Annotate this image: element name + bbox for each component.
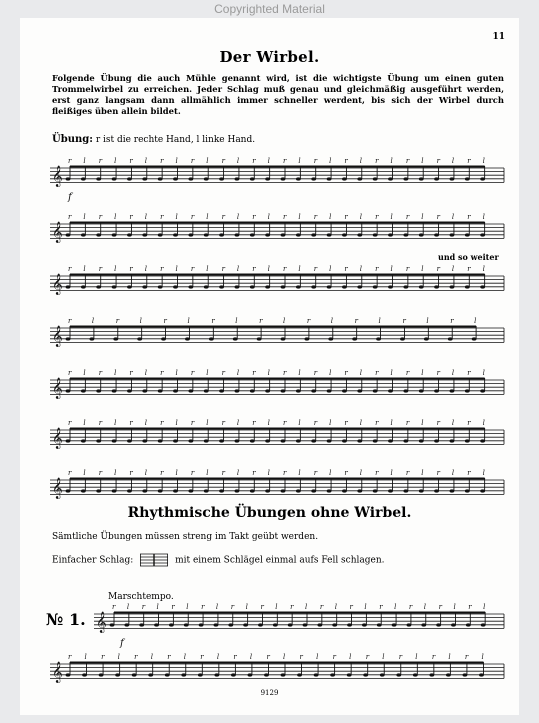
svg-text:l: l xyxy=(267,469,270,477)
svg-text:r: r xyxy=(436,419,440,427)
svg-text:r: r xyxy=(115,317,120,325)
svg-text:l: l xyxy=(483,603,486,611)
svg-text:l: l xyxy=(349,653,352,661)
svg-text:r: r xyxy=(344,469,348,477)
svg-text:l: l xyxy=(126,603,130,611)
svg-text:l: l xyxy=(482,265,485,273)
exercise-staff-6 xyxy=(50,419,504,449)
svg-text:l: l xyxy=(249,653,253,661)
svg-text:r: r xyxy=(221,157,225,165)
exercise-number: № 1. xyxy=(46,610,86,629)
svg-text:l: l xyxy=(451,419,455,427)
march-staff-1 xyxy=(94,603,504,633)
svg-text:l: l xyxy=(359,265,363,273)
svg-text:r: r xyxy=(160,369,164,377)
svg-text:l: l xyxy=(114,265,117,273)
svg-text:l: l xyxy=(451,157,455,165)
svg-text:r: r xyxy=(436,369,440,377)
exercise-text: r ist die rechte Hand, l linke Hand. xyxy=(95,135,256,145)
exercise-staff-3 xyxy=(50,265,504,295)
svg-text:l: l xyxy=(236,157,240,165)
svg-text:r: r xyxy=(402,317,406,325)
svg-text:r: r xyxy=(230,603,235,611)
svg-text:r: r xyxy=(408,603,413,611)
svg-text:l: l xyxy=(114,157,117,165)
exercise-staff-4 xyxy=(50,317,504,347)
svg-text:l: l xyxy=(215,603,219,611)
svg-text:l: l xyxy=(83,213,86,221)
svg-text:l: l xyxy=(394,603,397,611)
svg-text:r: r xyxy=(405,213,410,221)
svg-text:r: r xyxy=(163,317,167,325)
svg-text:l: l xyxy=(175,213,178,221)
svg-text:l: l xyxy=(117,653,120,661)
svg-text:r: r xyxy=(201,603,205,611)
svg-text:l: l xyxy=(390,213,393,221)
svg-text:𝄞: 𝄞 xyxy=(52,428,63,449)
svg-text:r: r xyxy=(283,419,287,427)
svg-text:l: l xyxy=(283,653,286,661)
svg-text:l: l xyxy=(421,469,424,477)
svg-text:l: l xyxy=(275,603,278,611)
svg-text:l: l xyxy=(359,369,363,377)
svg-text:r: r xyxy=(101,653,105,661)
svg-text:l: l xyxy=(150,653,153,661)
svg-text:l: l xyxy=(482,419,485,427)
svg-text:l: l xyxy=(144,213,148,221)
exercise-staff-2 xyxy=(50,213,504,243)
svg-text:r: r xyxy=(467,369,471,377)
svg-text:r: r xyxy=(252,265,256,273)
svg-text:r: r xyxy=(467,265,471,273)
svg-text:r: r xyxy=(332,653,336,661)
svg-text:l: l xyxy=(426,317,429,325)
svg-text:r: r xyxy=(398,653,403,661)
svg-text:l: l xyxy=(298,419,301,427)
svg-text:r: r xyxy=(450,317,454,325)
svg-text:r: r xyxy=(129,213,133,221)
svg-text:l: l xyxy=(83,369,86,377)
svg-text:r: r xyxy=(167,653,171,661)
svg-text:r: r xyxy=(283,369,287,377)
svg-text:r: r xyxy=(98,213,103,221)
svg-text:r: r xyxy=(467,419,471,427)
svg-text:r: r xyxy=(112,603,116,611)
svg-text:l: l xyxy=(421,213,424,221)
svg-text:r: r xyxy=(290,603,294,611)
svg-text:l: l xyxy=(364,603,367,611)
svg-text:l: l xyxy=(114,369,117,377)
svg-text:r: r xyxy=(313,265,318,273)
svg-text:l: l xyxy=(206,419,209,427)
svg-text:𝄞: 𝄞 xyxy=(52,326,63,347)
music-notation xyxy=(20,18,519,715)
svg-text:r: r xyxy=(98,419,103,427)
svg-text:r: r xyxy=(190,213,195,221)
svg-text:r: r xyxy=(98,369,103,377)
svg-text:r: r xyxy=(190,369,195,377)
svg-text:r: r xyxy=(160,213,164,221)
svg-text:l: l xyxy=(423,603,427,611)
svg-text:l: l xyxy=(421,265,424,273)
svg-text:r: r xyxy=(431,653,436,661)
exercise-staff-7 xyxy=(50,469,504,499)
svg-text:l: l xyxy=(359,469,363,477)
svg-text:r: r xyxy=(171,603,175,611)
svg-text:r: r xyxy=(221,265,225,273)
svg-text:r: r xyxy=(68,653,72,661)
svg-text:l: l xyxy=(359,213,363,221)
svg-text:l: l xyxy=(236,213,240,221)
svg-text:𝄞: 𝄞 xyxy=(96,612,107,633)
svg-text:r: r xyxy=(129,265,133,273)
svg-text:l: l xyxy=(421,369,424,377)
svg-text:r: r xyxy=(160,469,164,477)
svg-text:l: l xyxy=(390,469,393,477)
svg-text:𝄞: 𝄞 xyxy=(52,378,63,399)
svg-text:r: r xyxy=(375,369,379,377)
svg-text:l: l xyxy=(390,369,393,377)
svg-text:r: r xyxy=(313,369,318,377)
svg-text:l: l xyxy=(267,419,270,427)
svg-text:l: l xyxy=(359,419,363,427)
svg-text:r: r xyxy=(467,157,471,165)
svg-text:r: r xyxy=(319,603,324,611)
svg-text:l: l xyxy=(114,419,117,427)
svg-text:l: l xyxy=(114,213,117,221)
svg-text:r: r xyxy=(68,317,72,325)
svg-text:r: r xyxy=(438,603,442,611)
svg-text:l: l xyxy=(206,265,209,273)
svg-text:l: l xyxy=(482,369,485,377)
svg-text:r: r xyxy=(375,419,379,427)
section-note: Sämtliche Übungen müssen streng im Takt geübt werden. xyxy=(52,532,319,542)
svg-text:𝄞: 𝄞 xyxy=(52,478,63,499)
svg-text:l: l xyxy=(83,469,86,477)
svg-text:l: l xyxy=(283,317,286,325)
svg-text:r: r xyxy=(283,213,287,221)
svg-text:r: r xyxy=(233,653,237,661)
svg-text:r: r xyxy=(405,369,410,377)
svg-text:r: r xyxy=(260,603,264,611)
svg-text:l: l xyxy=(175,469,178,477)
svg-text:l: l xyxy=(114,469,117,477)
svg-text:l: l xyxy=(83,419,86,427)
svg-text:r: r xyxy=(252,157,256,165)
svg-text:𝄞: 𝄞 xyxy=(52,222,63,243)
svg-text:l: l xyxy=(329,213,332,221)
einfacher-text: mit einem Schlägel einmal aufs Fell schlagen. xyxy=(175,555,385,566)
page-title: Der Wirbel. xyxy=(219,48,320,66)
svg-text:r: r xyxy=(190,419,195,427)
svg-text:l: l xyxy=(329,265,332,273)
svg-text:r: r xyxy=(221,213,225,221)
svg-text:r: r xyxy=(160,265,164,273)
einfacher-label: Einfacher Schlag: xyxy=(52,555,134,566)
svg-text:r: r xyxy=(354,317,359,325)
svg-text:l: l xyxy=(305,603,308,611)
svg-text:l: l xyxy=(316,653,319,661)
svg-text:r: r xyxy=(129,157,133,165)
svg-text:l: l xyxy=(236,369,240,377)
svg-text:l: l xyxy=(175,419,178,427)
svg-text:l: l xyxy=(144,369,148,377)
svg-text:l: l xyxy=(390,157,393,165)
svg-text:l: l xyxy=(186,603,189,611)
svg-text:l: l xyxy=(329,469,332,477)
svg-text:r: r xyxy=(436,265,440,273)
svg-text:l: l xyxy=(334,603,337,611)
svg-text:r: r xyxy=(190,469,195,477)
svg-text:r: r xyxy=(211,317,215,325)
svg-text:r: r xyxy=(221,419,225,427)
svg-text:l: l xyxy=(175,369,178,377)
svg-text:l: l xyxy=(175,265,178,273)
svg-text:l: l xyxy=(329,419,332,427)
svg-text:l: l xyxy=(382,653,385,661)
svg-text:r: r xyxy=(299,653,303,661)
svg-text:l: l xyxy=(330,317,334,325)
tempo-marking: Marschtempo. xyxy=(108,592,174,602)
svg-text:r: r xyxy=(68,213,72,221)
svg-text:r: r xyxy=(98,469,103,477)
svg-text:l: l xyxy=(474,317,477,325)
music-page xyxy=(20,18,519,715)
svg-text:l: l xyxy=(216,653,220,661)
svg-text:l: l xyxy=(267,369,270,377)
svg-text:r: r xyxy=(344,419,348,427)
svg-text:l: l xyxy=(206,213,209,221)
svg-text:𝄞: 𝄞 xyxy=(52,166,63,187)
svg-text:l: l xyxy=(84,653,87,661)
svg-text:r: r xyxy=(344,157,348,165)
svg-text:r: r xyxy=(464,653,469,661)
dynamic-mark-2: f xyxy=(120,638,124,649)
svg-text:r: r xyxy=(68,419,72,427)
svg-text:𝄞: 𝄞 xyxy=(52,662,63,683)
continue-marking: und so weiter xyxy=(438,252,499,262)
svg-text:l: l xyxy=(390,265,393,273)
svg-text:l: l xyxy=(144,157,148,165)
svg-text:l: l xyxy=(482,213,485,221)
svg-text:r: r xyxy=(68,265,72,273)
svg-text:l: l xyxy=(206,369,209,377)
svg-text:r: r xyxy=(252,469,256,477)
svg-text:l: l xyxy=(175,157,178,165)
section-title: Rhythmische Übungen ohne Wirbel. xyxy=(127,505,412,521)
svg-text:l: l xyxy=(236,265,240,273)
svg-text:l: l xyxy=(421,157,424,165)
svg-text:l: l xyxy=(453,603,456,611)
svg-text:l: l xyxy=(156,603,159,611)
svg-text:r: r xyxy=(129,469,133,477)
svg-text:r: r xyxy=(190,157,195,165)
svg-text:l: l xyxy=(187,317,190,325)
svg-text:r: r xyxy=(252,213,256,221)
svg-text:r: r xyxy=(252,369,256,377)
svg-text:r: r xyxy=(313,213,318,221)
svg-text:r: r xyxy=(283,265,287,273)
svg-text:r: r xyxy=(436,157,440,165)
svg-text:r: r xyxy=(134,653,138,661)
svg-text:r: r xyxy=(344,265,348,273)
svg-text:r: r xyxy=(375,469,379,477)
svg-text:l: l xyxy=(390,419,393,427)
dynamic-mark: f xyxy=(68,192,72,203)
svg-text:l: l xyxy=(236,419,240,427)
svg-text:l: l xyxy=(482,157,485,165)
svg-text:l: l xyxy=(144,469,148,477)
svg-text:l: l xyxy=(451,469,455,477)
svg-text:r: r xyxy=(313,419,318,427)
svg-text:l: l xyxy=(206,469,209,477)
svg-text:l: l xyxy=(298,265,301,273)
svg-text:r: r xyxy=(375,213,379,221)
svg-text:r: r xyxy=(98,265,103,273)
svg-text:r: r xyxy=(349,603,353,611)
march-staff-2 xyxy=(50,653,504,683)
svg-text:r: r xyxy=(160,157,164,165)
svg-text:r: r xyxy=(365,653,370,661)
svg-text:r: r xyxy=(344,213,348,221)
intro-paragraph: Folgende Übung die auch Mühle genannt wird, ist die wichtigste Übung um einen guten Trommelwirbel zu erreichen. Jeder Schlag muß genau und gleichmäßig ausgeführt werden, erst ganz langsam dann allmählich immer schneller werdent, bis sich der Wirbel durch fleißiges üben allein bildet. xyxy=(52,73,504,116)
svg-text:r: r xyxy=(283,157,287,165)
svg-text:r: r xyxy=(221,469,225,477)
svg-text:l: l xyxy=(329,157,332,165)
copyright-watermark: Copyrighted Material xyxy=(214,2,325,16)
exercise-staff-1 xyxy=(50,157,504,187)
svg-text:r: r xyxy=(160,419,164,427)
svg-text:r: r xyxy=(221,369,225,377)
svg-text:l: l xyxy=(144,265,148,273)
svg-text:l: l xyxy=(83,157,86,165)
svg-text:r: r xyxy=(405,419,410,427)
svg-text:r: r xyxy=(129,419,133,427)
plate-number: 9129 xyxy=(260,689,279,697)
svg-text:l: l xyxy=(451,369,455,377)
svg-text:l: l xyxy=(298,213,301,221)
svg-text:l: l xyxy=(235,317,238,325)
svg-text:r: r xyxy=(68,157,72,165)
svg-text:l: l xyxy=(482,469,485,477)
svg-text:r: r xyxy=(405,157,410,165)
svg-text:r: r xyxy=(306,317,311,325)
svg-text:l: l xyxy=(298,157,301,165)
svg-text:𝄞: 𝄞 xyxy=(52,274,63,295)
svg-text:r: r xyxy=(141,603,146,611)
svg-text:l: l xyxy=(298,369,301,377)
svg-text:r: r xyxy=(405,469,410,477)
svg-text:r: r xyxy=(129,369,133,377)
svg-text:r: r xyxy=(68,369,72,377)
svg-text:l: l xyxy=(481,653,484,661)
svg-text:l: l xyxy=(139,317,142,325)
svg-text:l: l xyxy=(359,157,363,165)
svg-text:r: r xyxy=(313,157,318,165)
svg-text:r: r xyxy=(379,603,383,611)
svg-text:r: r xyxy=(467,213,471,221)
svg-text:l: l xyxy=(183,653,187,661)
page-number: 11 xyxy=(492,32,505,42)
svg-text:l: l xyxy=(236,469,240,477)
svg-text:l: l xyxy=(421,419,424,427)
svg-text:r: r xyxy=(405,265,410,273)
svg-text:l: l xyxy=(267,265,270,273)
svg-text:l: l xyxy=(415,653,418,661)
svg-text:r: r xyxy=(467,469,471,477)
svg-text:r: r xyxy=(68,469,72,477)
exercise-label: Übung: xyxy=(52,134,93,145)
svg-text:r: r xyxy=(266,653,270,661)
svg-text:l: l xyxy=(206,157,209,165)
svg-text:l: l xyxy=(83,265,86,273)
svg-text:r: r xyxy=(259,317,263,325)
svg-text:r: r xyxy=(98,157,103,165)
svg-text:l: l xyxy=(245,603,248,611)
svg-text:l: l xyxy=(451,265,455,273)
svg-text:r: r xyxy=(436,469,440,477)
svg-text:l: l xyxy=(378,317,381,325)
svg-text:r: r xyxy=(375,265,379,273)
svg-text:r: r xyxy=(283,469,287,477)
svg-text:l: l xyxy=(91,317,95,325)
svg-text:r: r xyxy=(252,419,256,427)
svg-text:r: r xyxy=(190,265,195,273)
svg-text:l: l xyxy=(451,213,455,221)
svg-text:l: l xyxy=(298,469,301,477)
svg-text:r: r xyxy=(313,469,318,477)
svg-text:l: l xyxy=(267,157,270,165)
svg-text:r: r xyxy=(468,603,472,611)
svg-text:r: r xyxy=(375,157,379,165)
exercise-staff-5 xyxy=(50,369,504,399)
svg-text:r: r xyxy=(436,213,440,221)
svg-text:l: l xyxy=(267,213,270,221)
svg-text:r: r xyxy=(344,369,348,377)
svg-text:r: r xyxy=(200,653,204,661)
svg-text:l: l xyxy=(144,419,148,427)
svg-text:l: l xyxy=(329,369,332,377)
svg-text:l: l xyxy=(448,653,451,661)
